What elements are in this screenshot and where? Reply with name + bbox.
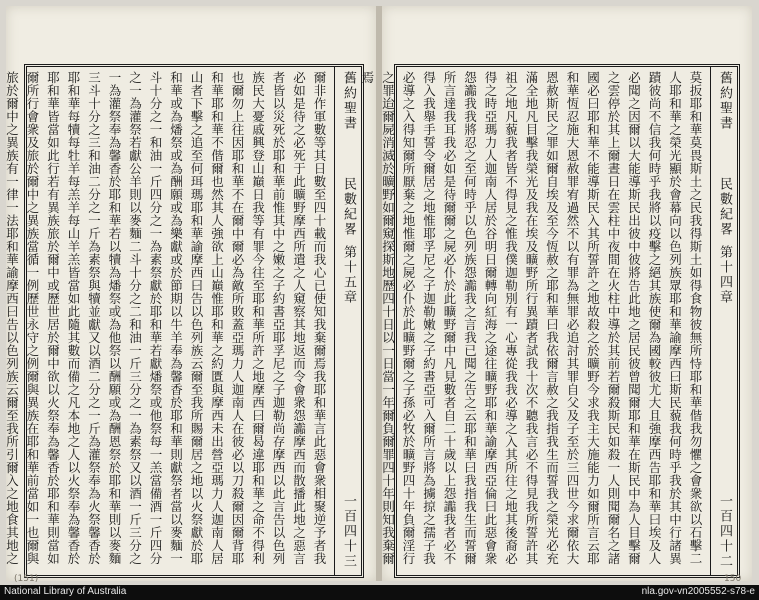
left-body-text bbox=[4, 71, 329, 571]
library-name: National Library of Australia bbox=[4, 586, 127, 597]
right-page-number: 一百四十二 bbox=[717, 494, 732, 569]
right-chapter-label: 第十四章 bbox=[717, 245, 732, 305]
right-foot-mark: 150 bbox=[724, 574, 742, 584]
right-book-name: 民數紀畧 bbox=[717, 177, 732, 237]
right-text-frame bbox=[360, 64, 740, 578]
right-body-content: 莫扳耶和華莫畏斯土之民我得斯土如得食物彼無所恃耶和華偕我勿懼之會衆欲以石擊二人耶和華之榮光顯於會幕向以色列族眾耶和華諭摩西曰斯民藐我何時乎我於其中行諸異蹟彼尚不信我何時乎我將以疫擊之絕其族使爾為國較彼尤大且強摩西告耶和華曰埃及人必聞之因爾以大能導斯民出彼中彼將告此地之居民彼曾聞爾耶和華在斯民中為人目擊爾之雲停於其上爾晝日在雲柱中夜間在火柱中導於其前若爾殺斯民如殺一人則聞爾名之諸國必曰耶和華不能導斯民入其所誓許之地故殺之於曠野今求我主大施能力如爾所言云耶和華恆忍施大恩赦罪宥過然不以有罪為無罪必追討其罪自父及子至於三四世今求爾依大恩赦斯民之罪如爾自埃及至今恆赦之耶和華曰我依爾言赦之我指我生而誓我之榮光必充滿全地凡目擊我榮光及我在埃及曠野所行異蹟者試我十次不聽我言必不得見我所誓許其祖之地凡藐我者皆不得見之惟我僕迦勒別有一心專從我我必導之入其所往之地其後裔必得之時亞瑪力人迦南人居於谷明日爾轉向紅海之途往曠野耶和華諭摩西亞倫曰此惡會衆怨讟我我將忍之至何時乎以色列族怨讟我之言我已聞之告之云耶和華曰我指我生而誓爾所言達我耳我必如是待爾爾之屍必仆於此曠野爾中凡見數者自二十歲以上怨讟我者必不得入我舉手誓令爾居之地惟耶孚尼之子迦勒嫩之子約書亞可入爾所言將為擄掠之孺子我必導之入得知爾所厭棄之地惟爾之屍必仆於此曠野爾之子孫必牧於曠野四十年負爾淫行之罪迨爾屍消滅於曠野如爾窺探斯地歷四十日以一日當一年爾負爾罪四十年則知我棄爾焉 bbox=[360, 71, 703, 565]
left-running-title: 舊約聖書 bbox=[341, 71, 356, 131]
left-page-number: 一百四十三 bbox=[341, 494, 356, 569]
right-header-column bbox=[710, 67, 737, 575]
left-text-frame bbox=[4, 64, 364, 578]
left-header-column bbox=[334, 67, 361, 575]
item-identifier: nla.gov-vn2005552-s78-e bbox=[641, 586, 755, 597]
right-body-text bbox=[360, 71, 705, 571]
left-foot-mark: (151) bbox=[14, 574, 39, 584]
right-page bbox=[360, 6, 752, 584]
right-running-title: 舊約聖書 bbox=[717, 71, 732, 131]
left-chapter-label: 第十五章 bbox=[341, 245, 356, 305]
library-footer-bar bbox=[0, 585, 759, 600]
left-page bbox=[4, 6, 376, 584]
left-body-content: 爾非作軍數等其日數至四十載而我心已使知我棄爾焉我耶和華言此惡會衆相聚逆予者我必如是待之必死于此曠野摩西所遣之人窺察其地返而令會衆怨讟摩西而散播此地之惡言者皆以災死於耶和華前惟其中之嫩之子約書亞耶孚尼之子迦勒尚存摩西以此言告以色列族民大憂戚興登山巔日我等有罪今往至耶和華所許之地摩西曰爾曷違耶和華之命不得利也爾勿上往因耶和華不在爾中爾必為敵所敗蓋亞瑪力人迦南人在彼必以刀殺爾因爾背耶和華耶和華不偕爾也然其人強欲上山巔惟耶和華之約匱與摩西未出營亞瑪力人迦南人居山者下擊之追至何珥瑪耶和華諭摩西曰告以色列族云爾至我所賜爾居之地以火祭獻於耶和華或為燔祭或為酬願或為樂獻或於節期以牛羊奉為馨香於耶和華則獻祭者當以麥麵一斗十分之一和油一斤四分之一為素祭獻於耶和華若獻燔祭或他祭每一羔當備酒一斤四分之一為灌祭若獻公羊則以麥麵二斗十分之二和油一斤三分之一為素祭又以酒一斤三分之一為灌祭奉為馨香於耶和華若以犢為燔祭或為他祭以酬願或為酬恩祭於耶和華則以麥麵三斗十分之三和油二分之一斤為素祭與犢並獻又以酒二分之一斤為灌祭奉為火祭馨香於耶和華每犢每牡羊每羔羊每山羊羔皆當如此隨其數而備之凡本地之人以火祭奉為馨香於耶和華皆當如此行若有異族旅於爾中或歷世居於爾中欲以火祭奉為馨香於耶和華則當如爾所行會衆及旅於爾中之異族當循一例歷世永守之例爾與異族在耶和華前當如一也爾與旅於爾中之異族有一律一法耶和華諭摩西曰告以色列族云爾至我所引爾入之地食其地之 bbox=[4, 71, 327, 565]
left-book-name: 民數紀畧 bbox=[341, 177, 356, 237]
